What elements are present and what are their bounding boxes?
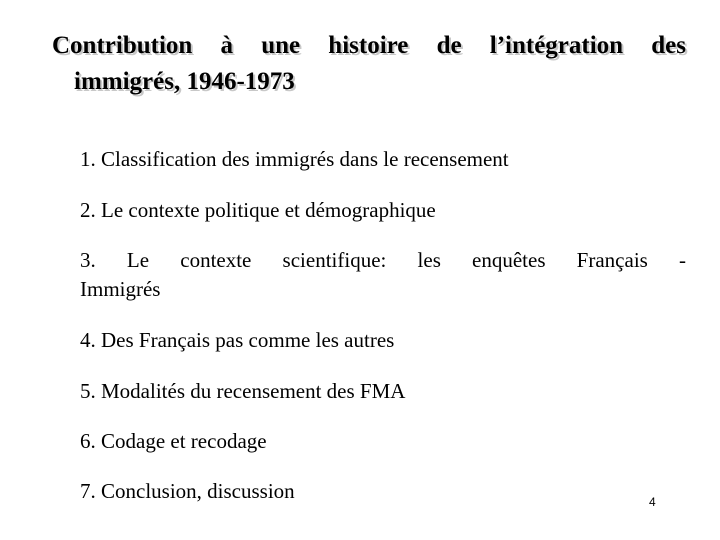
slide-title-line-1: Contribution à une histoire de l’intégration des <box>52 32 686 59</box>
outline-item-3-line-2: Immigrés <box>80 277 161 301</box>
outline-item-1: 1. Classification des immigrés dans le recensement <box>80 147 509 171</box>
outline-item-4: 4. Des Français pas comme les autres <box>80 328 395 352</box>
outline-item-3 <box>80 246 686 304</box>
outline-item-5: 5. Modalités du recensement des FMA <box>80 379 406 403</box>
slide-title <box>52 28 686 100</box>
outline-item-3-line-1: 3. Le contexte scientifique: les enquêtes Français - <box>80 248 686 272</box>
outline-item-6: 6. Codage et recodage <box>80 429 267 453</box>
outline-item-2: 2. Le contexte politique et démographique <box>80 198 436 222</box>
page-number: 4 <box>649 495 656 509</box>
slide-title-line-2: immigrés, 1946-1973 <box>74 68 295 95</box>
outline-item-7: 7. Conclusion, discussion <box>80 479 295 503</box>
